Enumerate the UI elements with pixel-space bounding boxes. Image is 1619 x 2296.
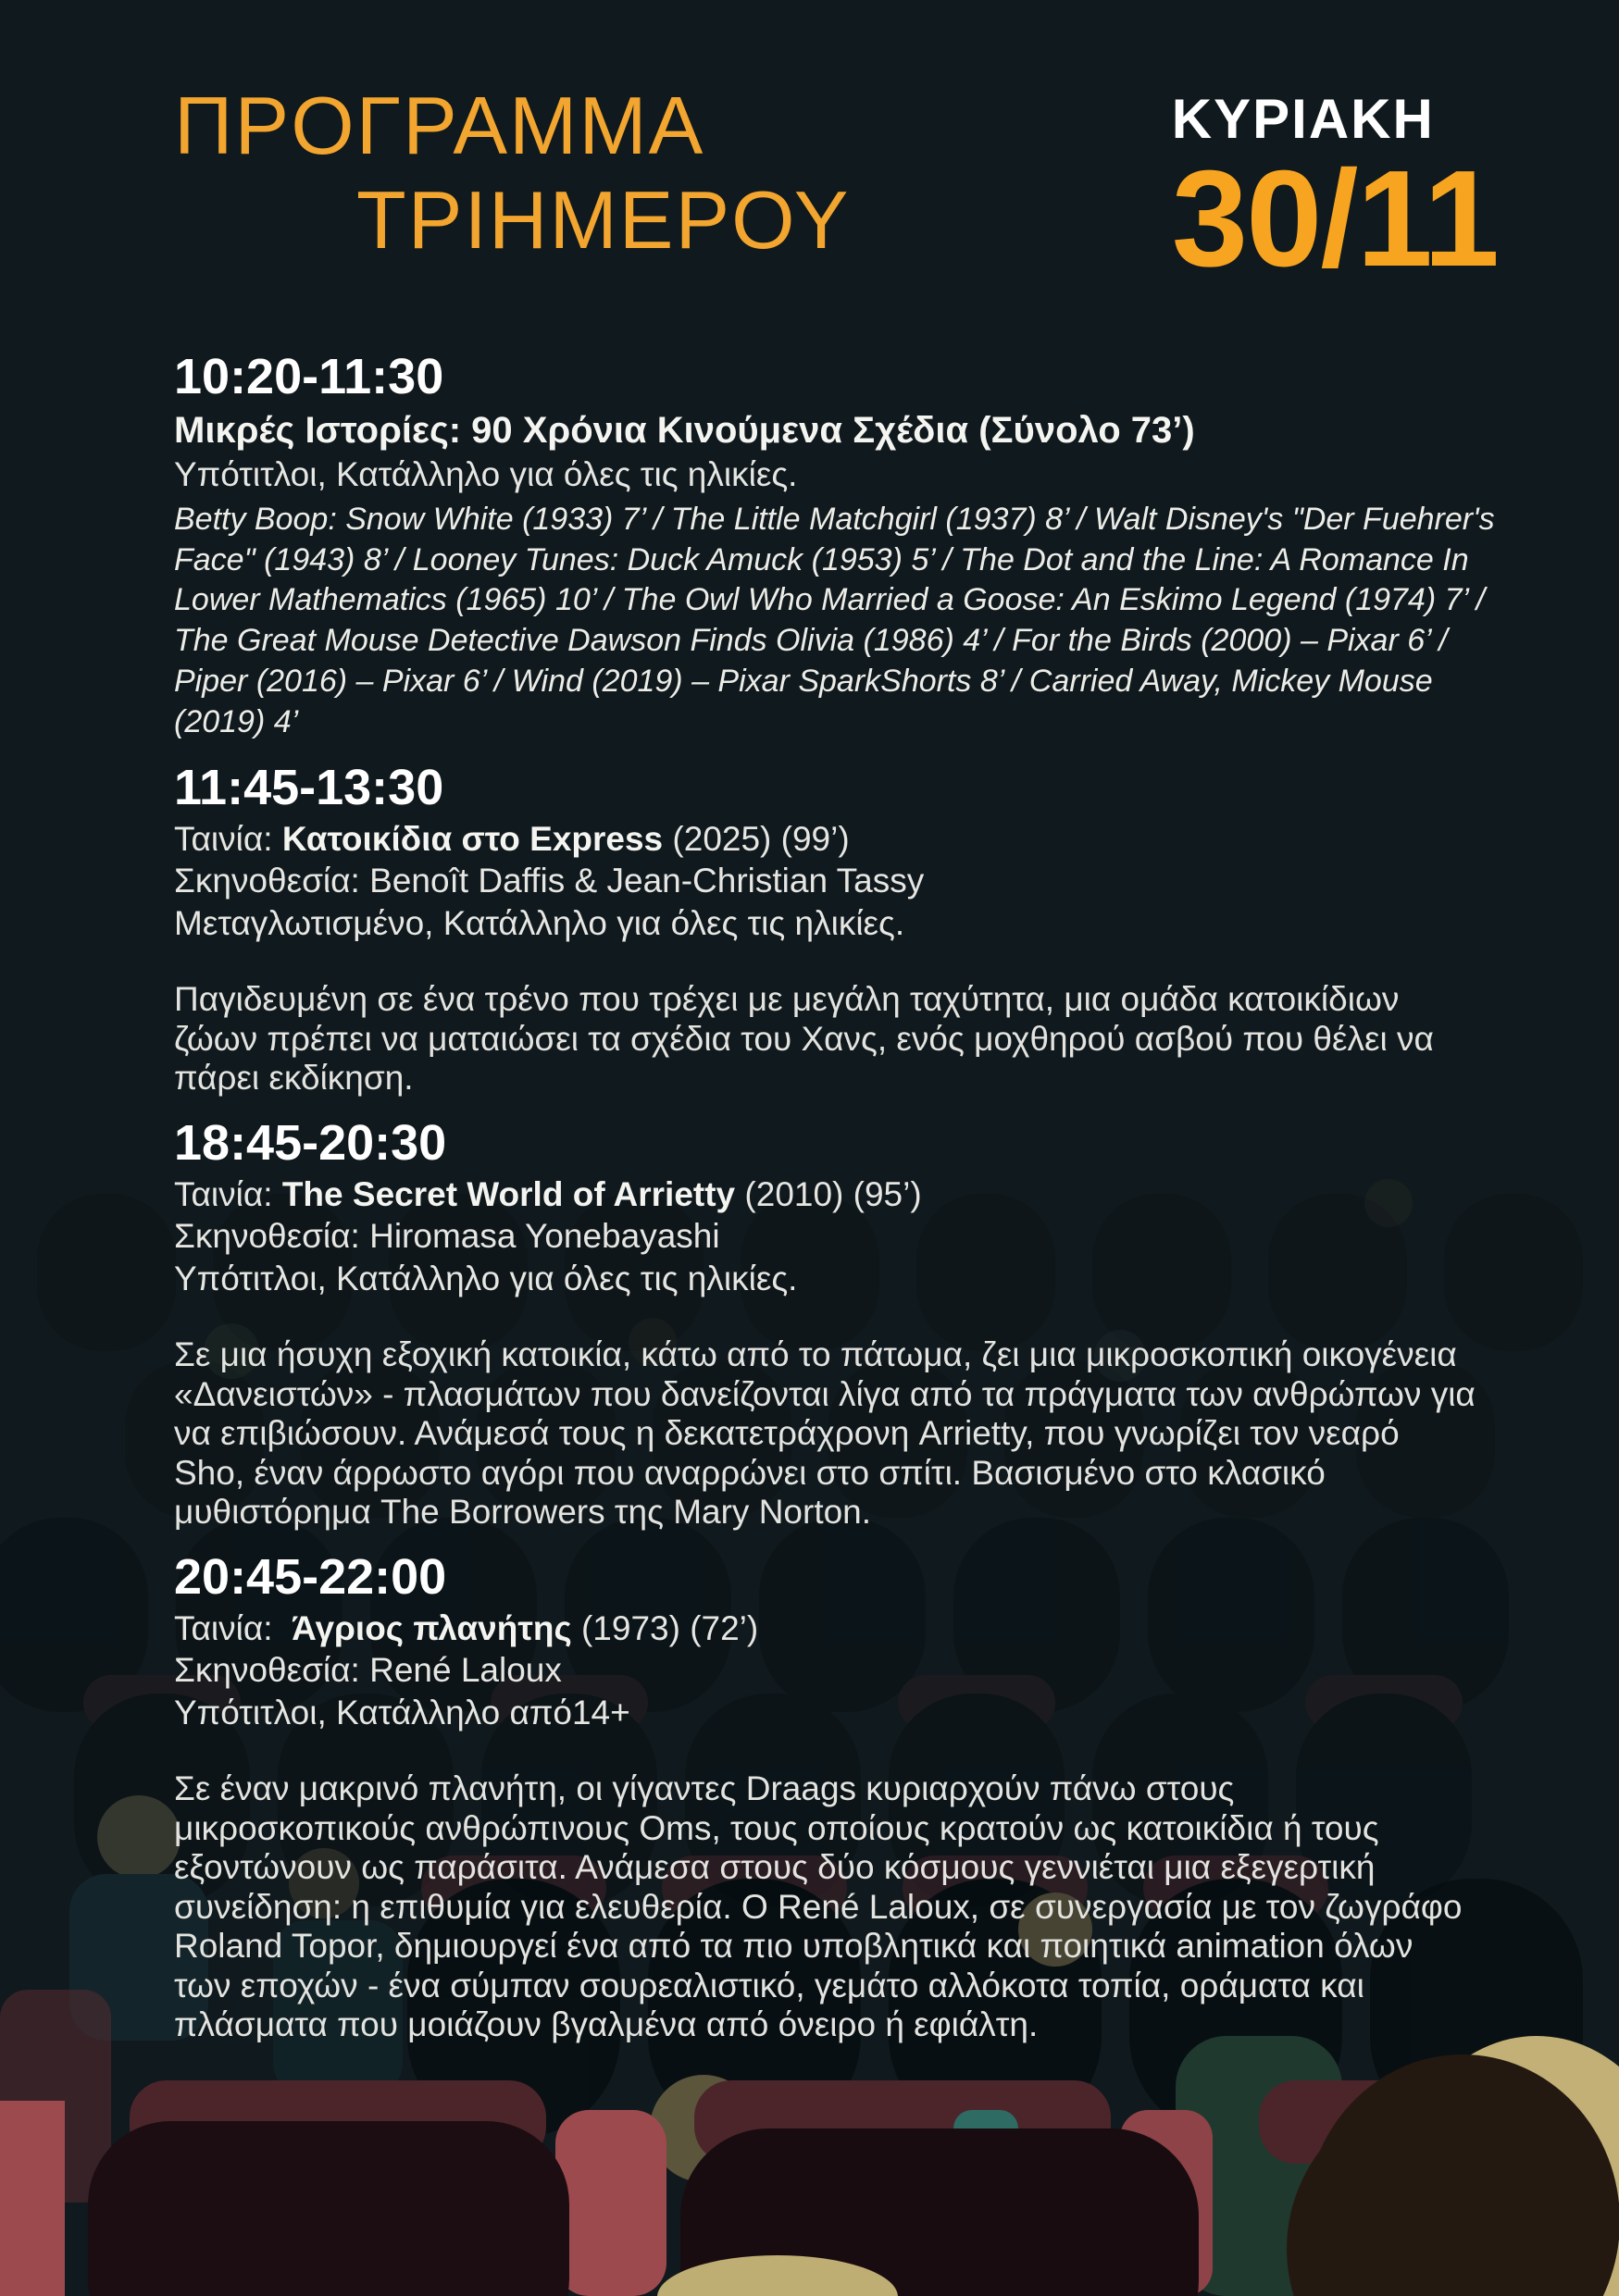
- film-label: Ταινία:: [174, 1608, 273, 1647]
- program-content: [174, 80, 1526, 2045]
- film-title: Κατοικίδια στο Express: [281, 819, 664, 858]
- film-label: Ταινία:: [174, 819, 273, 858]
- screening-3-info: Υπότιτλοι, Κατάλληλο για όλες τις ηλικίες.: [174, 1260, 798, 1298]
- film-meta: (1973) (72’): [580, 1608, 759, 1647]
- screening-4-time: 20:45-22:00: [174, 1548, 447, 1605]
- screening-4-synopsis: Σε έναν μακρινό πλανήτη, οι γίγαντες Draags κυριαρχούν πάνω στους μικροσκοπικούς ανθρώπινους Oms, τους οποίους κρατούν ως κατοικίδια ή τους εξοντώνουν ως παράσιτα. Ανάμεσα στους δύο κόσμους γεννιέται μια εξεγερτική συνείδηση: η επιθυμία για ελευθερία. Ο René Laloux, σε συνεργασία με τον ζωγράφο Roland Topor, δημιουργεί ένα από τα πιο υποβλητικά και ποιητικά animation όλων των εποχών - ένα σύμπαν σουρεαλιστικό, γεμάτο αλλόκοτα τοπία, οράματα και πλάσματα που μοιάζουν βγαλμένα από όνειρο ή εφιάλτη.: [174, 1769, 1463, 2044]
- screening-4-director: Σκηνοθεσία: René Laloux: [174, 1651, 562, 1690]
- screening-1-shorts-list: Betty Boop: Snow White (1933) 7’ / The Little Matchgirl (1937) 8’ / Walt Disney's "Der Fuehrer's Face" (1943) 8’ / Looney Tunes: Duck Amuck (1953) 5’ / The Dot and the Line: A Romance In Lower Mathematics (1965) 10’ / The Owl Who Married a Goose: An Eskimo Legend (1974) 7’ / The Great Mouse Detective Dawson Finds Olivia (1986) 4’ / For the Birds (2000) – Pixar 6’ / Piper (2016) – Pixar 6’ / Wind (2019) – Pixar SparkShorts 8’ / Carried Away, Mickey Mouse (2019) 4’: [174, 501, 1495, 740]
- film-label: Ταινία:: [174, 1174, 273, 1213]
- screening-4-film-line: [174, 1607, 1488, 1650]
- header: [174, 80, 1526, 295]
- screening-4: [174, 1548, 1526, 2045]
- screening-1-title: Μικρές Ιστορίες: 90 Χρόνια Κινούμενα Σχέδια (Σύνολο 73’): [174, 409, 1195, 451]
- day-label: ΚΥΡΙΑΚΗ: [1171, 88, 1435, 150]
- film-meta: (2025) (99’): [672, 819, 850, 858]
- screening-1: [174, 351, 1526, 743]
- screening-1-info: Υπότιτλοι, Κατάλληλο για όλες τις ηλικίες.: [174, 454, 798, 493]
- film-title: The Secret World of Arrietty: [281, 1174, 736, 1213]
- screening-2-time: 11:45-13:30: [174, 759, 444, 815]
- screening-2: [174, 759, 1526, 1098]
- screening-3-time: 18:45-20:30: [174, 1114, 447, 1171]
- film-meta: (2010) (95’): [744, 1174, 922, 1213]
- date-value: 30/11: [1171, 143, 1498, 295]
- film-title: Άγριος πλανήτης: [292, 1608, 572, 1647]
- title-line-1: ΠΡΟΓΡΑΜΜΑ: [174, 80, 705, 171]
- screening-1-time: 10:20-11:30: [174, 349, 444, 405]
- screening-3-synopsis: Σε μια ήσυχη εξοχική κατοικία, κάτω από το πάτωμα, ζει μια μικροσκοπική οικογένεια «Δανειστών» - πλασμάτων που δανείζονται λίγα από τα πράγματα των ανθρώπων για να επιβιώσουν. Ανάμεσά τους η δεκατετράχρονη Arrietty, που γνωρίζει τον νεαρό Sho, έναν άρρωστο αγόρι που αναρρώνει στο σπίτι. Βασισμένο στο κλασικό μυθιστόρημα The Borrowers της Mary Norton.: [174, 1335, 1476, 1532]
- title-line-2: ΤΡΙΗΜΕΡΟΥ: [356, 174, 851, 266]
- screening-2-info: Μεταγλωτισμένο, Κατάλληλο για όλες τις ηλικίες.: [174, 904, 905, 943]
- screening-3: [174, 1114, 1526, 1533]
- screening-3-film-line: [174, 1173, 1488, 1216]
- screening-2-film-line: [174, 818, 1488, 861]
- screening-4-info: Υπότιτλοι, Κατάλληλο από14+: [174, 1694, 630, 1732]
- screening-2-director: Σκηνοθεσία: Benoît Daffis & Jean-Christian Tassy: [174, 862, 925, 900]
- screening-3-director: Σκηνοθεσία: Hiromasa Yonebayashi: [174, 1217, 720, 1256]
- screening-2-synopsis: Παγιδευμένη σε ένα τρένο που τρέχει με μεγάλη ταχύτητα, μια ομάδα κατοικίδιων ζώων πρέπει να ματαιώσει τα σχέδια του Χανς, ενός μοχθηρού ασβού που θέλει να πάρει εκδίκηση.: [174, 980, 1434, 1098]
- date-block: [1171, 87, 1498, 295]
- poster-title: [174, 80, 851, 266]
